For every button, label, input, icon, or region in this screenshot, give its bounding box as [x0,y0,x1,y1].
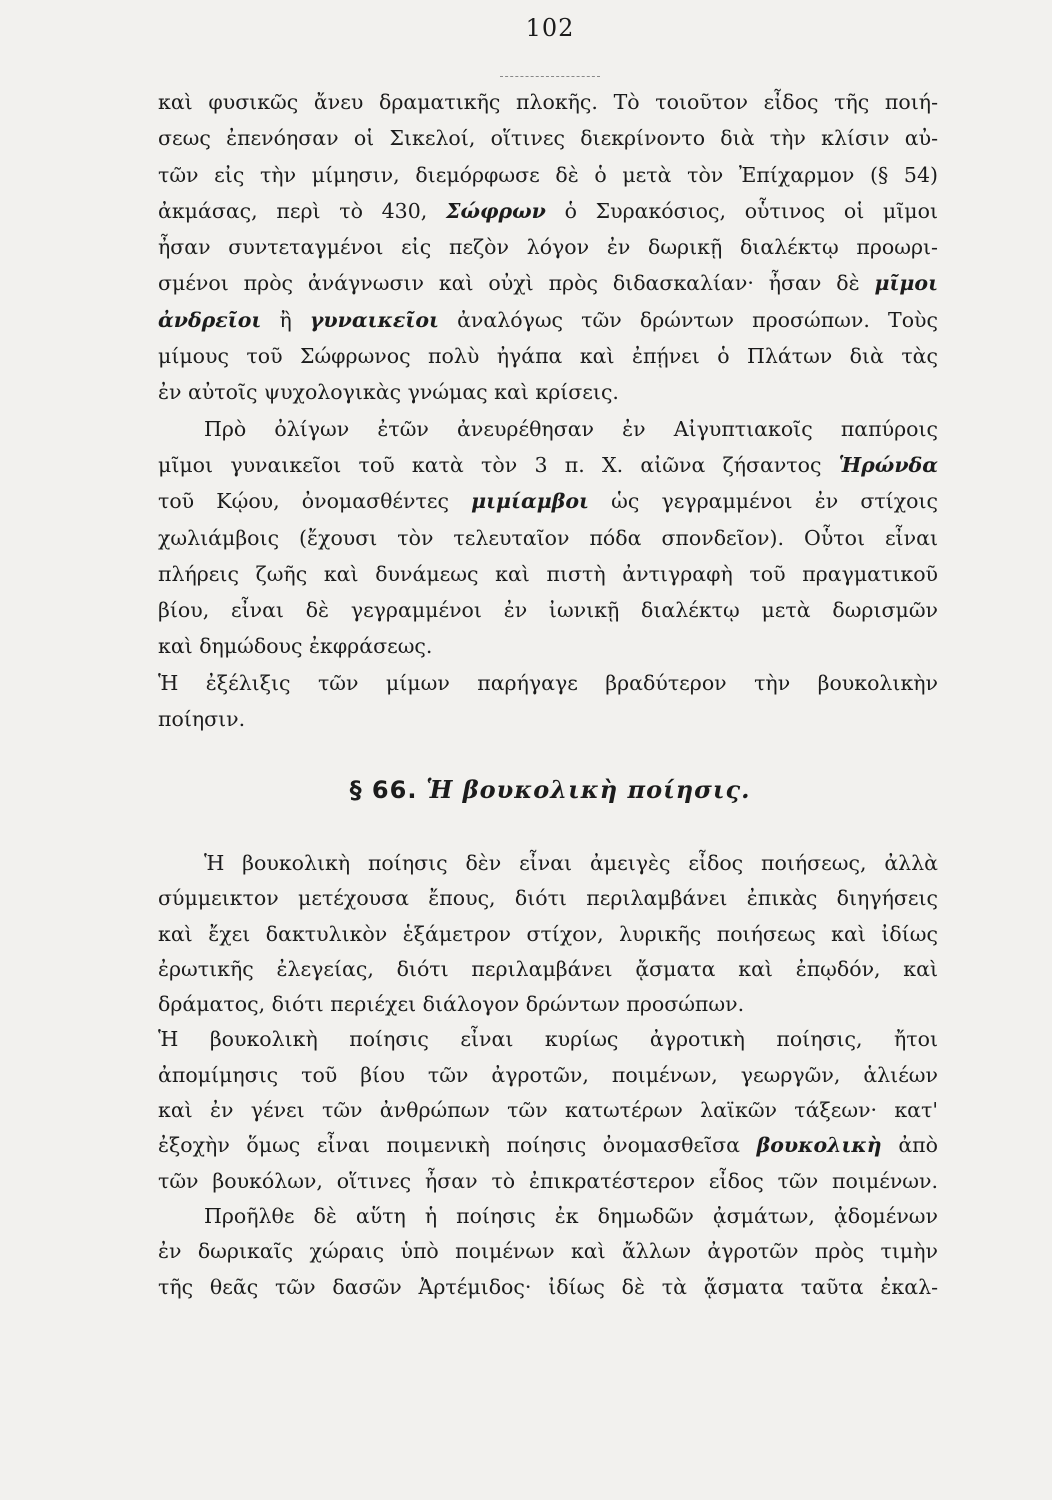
text-line [158,592,938,628]
text-line [158,917,938,952]
text-run: ἀκμάσας, περὶ τὸ 430, [158,198,446,223]
text-line [158,952,938,987]
text-run: δράματος, διότι περιέχει διάλογον δρώντων προσώπων. [158,992,745,1017]
text-line [158,987,938,1022]
text-line [158,193,938,229]
text-line [158,1164,938,1199]
text-run: ὁ Συρακόσιος, οὗτινος οἱ μῖμοι [545,198,938,223]
text-run: Πρὸ ὀλίγων ἐτῶν ἀνευρέθησαν ἐν Αἰγυπτιακοῖς παπύροις [204,416,938,441]
text-line [158,1022,938,1057]
emphasized-term: ἀνδρεῖοι [158,307,262,332]
text-line [158,1270,938,1305]
text-run: τοῦ Κῴου, ὀνομασθέντες [158,489,472,514]
text-run: Ἡ ἐξέλιξις τῶν μίμων παρήγαγε βραδύτερον τὴν βουκολικὴν [158,670,938,695]
text-run: ἐξοχὴν ὅμως εἶναι ποιμενικὴ ποίησις ὀνομασθεῖσα [158,1133,757,1158]
text-run: βίου, εἶναι δὲ γεγραμμένοι ἐν ἰωνικῇ διαλέκτῳ μετὰ δωρισμῶν [158,598,938,623]
section-title: Ἡ βουκολικὴ ποίησις. [426,775,751,804]
text-run: σμένοι πρὸς ἀνάγνωσιν καὶ οὐχὶ πρὸς διδασκαλίαν· ἦσαν δὲ [158,271,875,296]
emphasized-term: Ἡρώνδα [838,452,938,477]
text-line [158,120,938,156]
header-rule [500,76,600,77]
text-line [158,520,938,556]
text-block-bucolic [158,846,938,1305]
text-run: Ἡ βουκολικὴ ποίησις δὲν εἶναι ἀμειγὲς εἶδος ποιήσεως, ἀλλὰ [204,851,938,875]
text-line [158,157,938,193]
text-line [158,1093,938,1128]
text-line [158,411,938,447]
section-heading [0,775,1052,804]
emphasized-term: γυναικεῖοι [309,307,439,332]
emphasized-term: μιμίαμβοι [471,489,589,514]
text-line [158,374,938,410]
text-run: καὶ ἐν γένει τῶν ἀνθρώπων τῶν κατωτέρων λαϊκῶν τάξεων· κατ' [158,1098,938,1123]
emphasized-term: μῖμοι [874,271,938,296]
text-run: ἀπομίμησις τοῦ βίου τῶν ἀγροτῶν, ποιμένων, γεωργῶν, ἁλιέων [158,1062,938,1087]
text-line [158,1128,938,1163]
text-line [158,628,938,664]
text-run: μῖμοι γυναικεῖοι τοῦ κατὰ τὸν 3 π. Χ. αἰῶνα ζήσαντος [158,452,839,477]
text-run: ἢ [261,307,310,332]
text-line [158,84,938,120]
text-run: ἦσαν συντεταγμένοι εἰς πεζὸν λόγον ἐν δωρικῇ διαλέκτῳ προωρι- [158,235,938,260]
text-run: ἐρωτικῆς ἐλεγείας, διότι περιλαμβάνει ᾄσματα καὶ ἐπῳδόν, καὶ [158,956,938,981]
text-line [158,1199,938,1234]
text-run: καὶ φυσικῶς ἄνευ δραματικῆς πλοκῆς. Τὸ τοιοῦτον εἶδος τῆς ποιή- [158,90,938,114]
text-run: ἀπὸ [881,1133,938,1158]
text-run: χωλιάμβοις (ἔχουσι τὸν τελευταῖον πόδα σπονδεῖον). Οὗτοι εἶναι [158,525,938,550]
text-run: Ἡ βουκολικὴ ποίησις εἶναι κυρίως ἀγροτικὴ ποίησις, ἤτοι [158,1027,938,1052]
text-run: τῶν βουκόλων, οἵτινες ἦσαν τὸ ἐπικρατέστερον εἶδος τῶν ποιμένων. [158,1168,938,1193]
emphasized-term: Σώφρων [445,198,546,223]
text-line [158,229,938,265]
text-run: Προῆλθε δὲ αὕτη ἡ ποίησις ἐκ δημωδῶν ᾀσμάτων, ᾀδομένων [204,1203,938,1228]
text-block-mimes [158,84,938,737]
text-line [158,265,938,301]
text-run: τῶν εἰς τὴν μίμησιν, διεμόρφωσε δὲ ὁ μετὰ τὸν Ἐπίχαρμον (§ 54) [158,162,938,187]
text-line [158,1234,938,1269]
text-line [158,302,938,338]
text-run: ἐν δωρικαῖς χώραις ὑπὸ ποιμένων καὶ ἄλλων ἀγροτῶν πρὸς τιμὴν [158,1239,938,1264]
text-run: μίμους τοῦ Σώφρωνος πολὺ ἠγάπα καὶ ἐπῄνει ὁ Πλάτων διὰ τὰς [158,344,938,369]
text-run: σύμμεικτον μετέχουσα ἔπους, διότι περιλαμβάνει ἐπικὰς διηγήσεις [158,886,938,911]
text-run: καὶ δημώδους ἐκφράσεως. [158,634,433,659]
text-run: ἀναλόγως τῶν δρώντων προσώπων. Τοὺς [438,307,938,332]
text-line [158,338,938,374]
text-line [158,846,938,881]
emphasized-term: βουκολικὴ [756,1133,882,1158]
text-line [158,556,938,592]
text-run: ὡς γεγραμμένοι ἐν στίχοις [588,489,938,514]
text-line [158,701,938,737]
text-run: ποίησιν. [158,707,246,732]
text-line [158,881,938,916]
text-run: καὶ ἔχει δακτυλικὸν ἑξάμετρον στίχον, λυρικῆς ποιήσεως καὶ ἰδίως [158,921,938,946]
page-number: 102 [525,14,575,42]
text-run: πλήρεις ζωῆς καὶ δυνάμεως καὶ πιστὴ ἀντιγραφὴ τοῦ πραγματικοῦ [158,561,938,586]
text-line [158,665,938,701]
text-line [158,483,938,519]
text-run: σεως ἐπενόησαν οἱ Σικελοί, οἵτινες διεκρίνοντο διὰ τὴν κλίσιν αὐ- [158,126,938,151]
text-run: τῆς θεᾶς τῶν δασῶν Ἀρτέμιδος· ἰδίως δὲ τὰ ᾄσματα ταῦτα ἐκαλ- [158,1274,938,1299]
text-line [158,1058,938,1093]
text-run: ἐν αὐτοῖς ψυχολογικὰς γνώμας καὶ κρίσεις. [158,380,619,405]
text-line [158,447,938,483]
section-number: § 66. [349,776,418,804]
